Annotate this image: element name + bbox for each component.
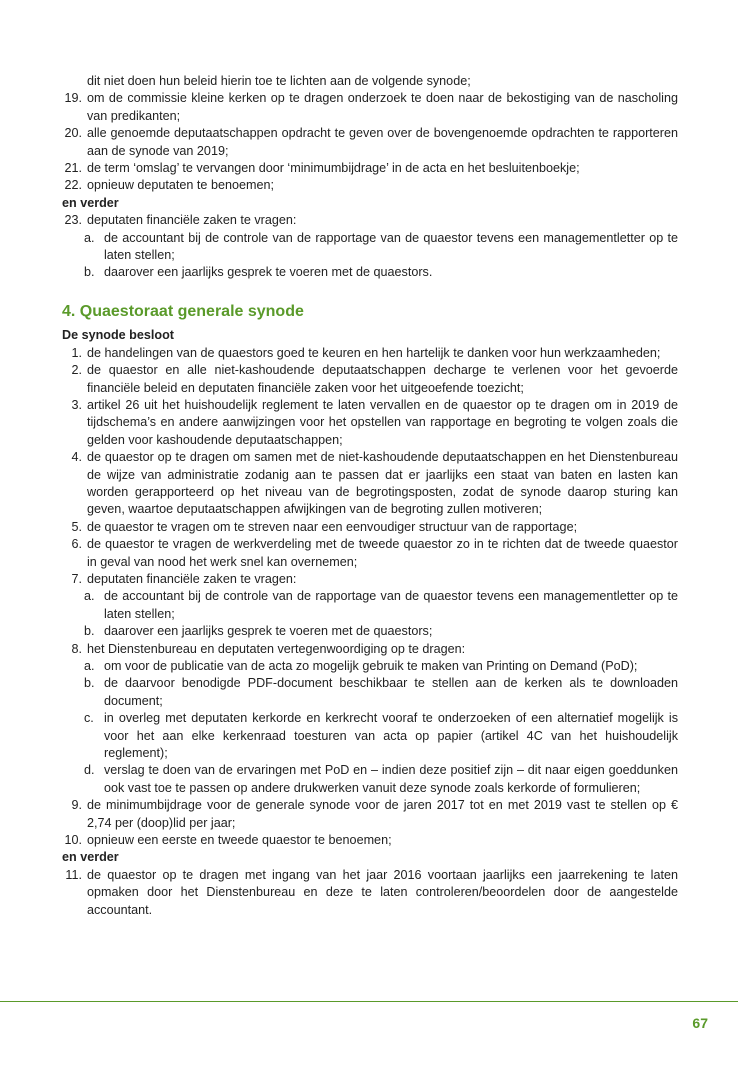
item-text: deputaten financiële zaken te vragen: (87, 213, 297, 228)
sub-item-text: in overleg met deputaten kerkorde en kerkrecht vooraf te onderzoeken of een alternatief mogelijk is voor het aan elke kerkenraad toesturen van acta op papier (artikel 4C van het huishoudelijk reglement); (104, 711, 678, 761)
sub-item-letter: b. (84, 265, 95, 280)
sub-item-letter: b. (84, 676, 95, 691)
sub-item-letter: a. (84, 230, 95, 245)
item-number: 19. (64, 91, 82, 106)
sub-item-text: verslag te doen van de ervaringen met PoD en – indien deze positief zijn – dit naar eigen goeddunken ook vast toe te passen op andere drukwerken vanuit deze synode zoals kerkorde of formulieren; (104, 763, 678, 795)
list-item (62, 397, 678, 449)
item-text: het Dienstenbureau en deputaten vertegenwoordiging op te dragen: (87, 641, 466, 656)
sub-item-text: om voor de publicatie van de acta zo mogelijk gebruik te maken van Printing on Demand (PoD); (104, 659, 638, 673)
item-number: 1. (71, 345, 82, 360)
item-text: om de commissie kleine kerken op te dragen onderzoek te doen naar de bekostiging van de nascholing van predikanten; (87, 91, 678, 123)
list-item (62, 641, 678, 658)
item-text: artikel 26 uit het huishoudelijk reglement te laten vervallen en de quaestor op te dragen om in 2019 de tijdschema’s en andere aanwijzingen voor het opstellen van rapportage en begroting te volgen zoals die gelden voor kashoudende deputaatschappen; (87, 397, 678, 447)
list-item (62, 160, 678, 177)
item-number: 8. (71, 641, 82, 656)
item-text: de quaestor te vragen de werkverdeling met de tweede quaestor zo in te richten dat de tweede quaestor in geval van nood het werk snel kan overnemen; (87, 537, 678, 569)
page-number: 67 (692, 1015, 708, 1031)
sub-list-item (62, 658, 678, 675)
item-number: 10. (64, 833, 82, 848)
sub-item-letter: c. (84, 711, 94, 726)
sub-item-text: de daarvoor benodigde PDF-document beschikbaar te stellen aan de kerken als te downloaden document; (104, 676, 678, 708)
list-item (62, 832, 678, 849)
sub-item-letter: a. (84, 659, 95, 673)
list-item (62, 571, 678, 588)
item-number: 11. (65, 867, 82, 882)
item-text: de quaestor op te dragen om samen met de niet-kashoudende deputaatschappen en het Dienstenbureau de wijze van administratie zodanig aan te passen dat er jaarlijks een staat van baten en lasten kan worden gerapporteerd op het niveau van de begrotingsposten, zodat de synode daarop sturing kan geven, waartoe deputaatschappen afwijkingen van de begroting zullen motiveren; (87, 450, 678, 517)
sub-list-item (62, 762, 678, 797)
en-verder-heading: en verder (62, 195, 119, 210)
page-content (62, 73, 678, 919)
list-item (62, 797, 678, 832)
item-text: de term ‘omslag’ te vervangen door ‘minimumbijdrage’ in de acta en het besluitenboekje; (87, 161, 580, 176)
item-text: de quaestor te vragen om te streven naar een eenvoudiger structuur van de rapportage; (87, 519, 578, 534)
sub-list-item (62, 230, 678, 265)
item-number: 3. (71, 397, 82, 412)
section-heading: De synode besloot (62, 328, 174, 343)
item-number: 20. (64, 126, 82, 141)
sub-item-letter: d. (84, 763, 95, 778)
item-number: 2. (71, 363, 82, 378)
list-item (62, 519, 678, 536)
footer-divider (0, 1001, 738, 1002)
sub-list-item (62, 264, 678, 281)
sub-item-text: daarover een jaarlijks gesprek te voeren met de quaestors; (104, 624, 433, 639)
item-text: de handelingen van de quaestors goed te keuren en hen hartelijk te danken voor hun werkzaamheden; (87, 345, 661, 360)
item-text: alle genoemde deputaatschappen opdracht te geven over de bovengenoemde opdrachten te rapporteren aan de synode van 2019; (87, 126, 678, 158)
sub-list-item (62, 675, 678, 710)
item-number: 4. (71, 450, 82, 465)
item-text: de quaestor en alle niet-kashoudende deputaatschappen decharge te verlenen voor het gevoerde financiële beleid en deputaten financiële zaken voor het uitgeoefende toezicht; (87, 363, 678, 395)
list-item (62, 90, 678, 125)
sub-item-text: de accountant bij de controle van de rapportage van de quaestor tevens een managementletter op te laten stellen; (104, 589, 678, 621)
item-number: 7. (71, 571, 82, 586)
section-title: 4. Quaestoraat generale synode (62, 302, 304, 320)
sub-item-text: de accountant bij de controle van de rapportage van de quaestor tevens een managementletter op te laten stellen; (104, 230, 678, 263)
item-number: 6. (71, 537, 82, 552)
sub-item-text: daarover een jaarlijks gesprek te voeren met de quaestors. (104, 265, 433, 280)
list-item (62, 212, 678, 229)
item-number: 5. (71, 519, 82, 534)
list-item (62, 345, 678, 362)
list-item (62, 362, 678, 397)
sub-list-item (62, 588, 678, 623)
sub-list-item (62, 623, 678, 640)
en-verder-heading: en verder (62, 850, 119, 865)
item-text: deputaten financiële zaken te vragen: (87, 571, 297, 586)
list-item (62, 125, 678, 160)
list-item (62, 867, 678, 919)
sub-item-letter: a. (84, 589, 95, 604)
item-number: 9. (71, 798, 82, 813)
item-text: opnieuw een eerste en tweede quaestor te benoemen; (87, 833, 392, 848)
item-text: de quaestor op te dragen met ingang van het jaar 2016 voortaan jaarlijks een jaarrekening te laten opmaken door het Dienstenbureau en deze te laten controleren/beoordelen door de aangestelde accountant. (87, 867, 678, 917)
sub-item-letter: b. (84, 624, 95, 639)
continuation-text: dit niet doen hun beleid hierin toe te lichten aan de volgende synode; (87, 74, 471, 88)
list-item (62, 536, 678, 571)
item-number: 22. (64, 178, 82, 193)
item-text: opnieuw deputaten te benoemen; (87, 178, 274, 193)
list-item (62, 449, 678, 519)
list-item (62, 177, 678, 194)
sub-list-item (62, 710, 678, 762)
item-number: 21. (64, 161, 82, 176)
item-text: de minimumbijdrage voor de generale synode voor de jaren 2017 tot en met 2019 vast te stellen op € 2,74 per (doop)lid per jaar; (87, 798, 678, 830)
item-number: 23. (64, 213, 82, 228)
